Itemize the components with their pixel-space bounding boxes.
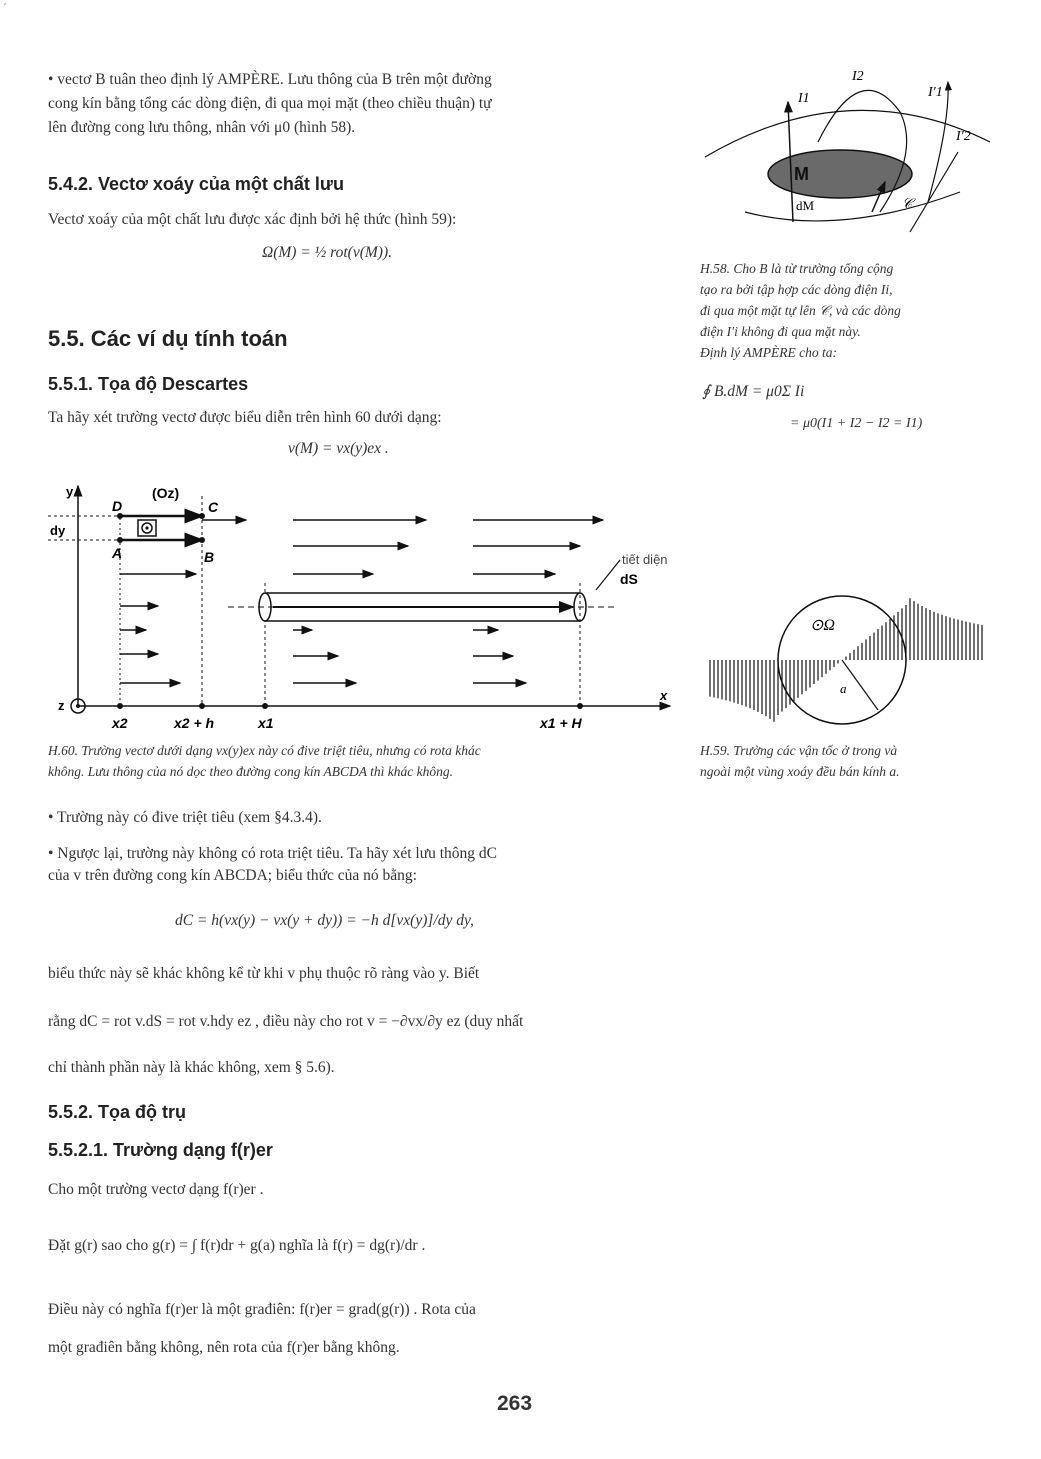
label-z: z: [58, 698, 65, 713]
label-C: C: [208, 499, 219, 515]
label-D: D: [112, 498, 123, 514]
fig59-caption-line-2: ngoài một vùng xoáy đều bán kính a.: [700, 764, 900, 779]
label-tiet-dien: tiết diện: [622, 552, 668, 567]
s5521-p2: Đặt g(r) sao cho g(r) = ∫ f(r)dr + g(a) nghĩa là f(r) = dg(r)/dr .: [48, 1237, 426, 1254]
heading-5-5-1: 5.5.1. Tọa độ Descartes: [48, 374, 249, 394]
label-A: A: [112, 545, 123, 561]
ampere-eq-1: ∮ B.dM = μ0Σ Ii: [702, 383, 805, 400]
label-x1: x1: [258, 715, 274, 731]
fig58-caption-line-4: điện I′i không đi qua mặt này.: [700, 324, 861, 339]
fig59-caption: [700, 740, 1000, 782]
figure-59: [700, 590, 990, 740]
fig58-caption-line-2: tạo ra bởi tập hợp các dòng điện Ii,: [700, 282, 893, 297]
label-I2-prime: I′2: [956, 129, 971, 144]
body-p3: biểu thức này sẽ khác không kể từ khi v phụ thuộc rõ ràng vào y. Biết: [48, 965, 480, 982]
intro-line-2: cong kín bằng tổng các dòng điện, đi qua mọi mặt (theo chiều thuận) tự: [48, 95, 492, 112]
figure-60: [48, 478, 688, 738]
fig60-caption-line-1: H.60. Trường vectơ dưới dạng vx(y)ex này có đive triệt tiêu, nhưng có rota khác: [48, 743, 481, 758]
vorticity-formula: Ω(M) = ½ rot(v(M)).: [262, 244, 392, 261]
s5521-p3: Điều này có nghĩa f(r)er là một građiên: f(r)er = grad(g(r)) . Rota của: [48, 1301, 476, 1318]
label-y: y: [66, 484, 74, 499]
figure-58: [700, 62, 1000, 242]
label-I1: I1: [798, 91, 810, 106]
label-dS: dS: [620, 571, 638, 587]
fig58-caption-line-3: đi qua một mặt tự lên 𝒞, và các dòng: [700, 303, 901, 318]
label-contour-C: 𝒞: [902, 197, 913, 212]
body-p2a: • Ngược lại, trường này không có rota triệt tiêu. Ta hãy xét lưu thông dC: [48, 845, 497, 862]
label-omega: ⊙Ω: [810, 617, 835, 634]
fig60-caption-line-2: không. Lưu thông của nó dọc theo đường cong kín ABCDA thì khác không.: [48, 764, 453, 779]
s5521-p4: một građiên bằng không, nên rota của f(r)er bằng không.: [48, 1339, 400, 1356]
heading-5-5: 5.5. Các ví dụ tính toán: [48, 326, 288, 351]
body-p5: chỉ thành phần này là khác không, xem § 5.6).: [48, 1059, 335, 1076]
label-x2: x2: [112, 715, 128, 731]
label-Oz: (Oz): [152, 485, 180, 501]
heading-5-5-2: 5.5.2. Tọa độ trụ: [48, 1102, 187, 1122]
radius-line: [842, 660, 878, 710]
intro-paragraph: [48, 70, 673, 138]
label-M: M: [794, 164, 809, 184]
page-number: 263: [497, 1392, 533, 1415]
velocity-arrows: [120, 520, 603, 683]
intro-line-1: • vectơ B tuân theo định lý AMPÈRE. Lưu thông của B trên một đường: [48, 71, 492, 88]
body-p4: rằng dC = rot v.dS = rot v.hdy ez , điều này cho rot v = −∂vx/∂y ez (duy nhất: [48, 1013, 524, 1030]
label-x: x: [660, 688, 668, 703]
fig59-caption-line-1: H.59. Trường các vận tốc ở trong và: [700, 743, 898, 758]
fig58-caption-line-5: Định lý AMPÈRE cho ta:: [700, 345, 837, 360]
label-I1-prime: I′1: [928, 85, 943, 100]
label-I2: I2: [852, 69, 864, 84]
s5521-p1: Cho một trường vectơ dạng f(r)er .: [48, 1181, 264, 1198]
corner-mark: ′: [4, 2, 7, 13]
s542-text: Vectơ xoáy của một chất lưu được xác định bởi hệ thức (hình 59):: [48, 211, 457, 228]
fig60-caption: [48, 740, 678, 782]
flux-tube: [228, 593, 616, 621]
heading-5-5-2-1: 5.5.2.1. Trường dạng f(r)er: [48, 1140, 273, 1160]
label-dM: dM: [796, 198, 815, 213]
body-p2b: của v trên đường cong kín ABCDA; biểu thức của nó bằng:: [48, 867, 417, 884]
label-x2-plus-h: x2 + h: [174, 715, 215, 731]
circulation-eq: dC = h(vx(y) − vx(y + dy)) = −h d[vx(y)]/dy dy,: [175, 912, 474, 929]
ampere-eq-2: = μ0(I1 + I2 − I2 = I1): [790, 416, 923, 431]
fig58-caption: [700, 258, 1000, 363]
field-formula: v(M) = vx(y)ex .: [288, 440, 389, 457]
label-a: a: [840, 681, 847, 696]
label-dy: dy: [50, 523, 66, 538]
label-x1-plus-H: x1 + H: [540, 715, 582, 731]
fig58-caption-line-1: H.58. Cho B là từ trường tổng cộng: [700, 261, 894, 276]
label-B: B: [204, 549, 215, 565]
s551-text: Ta hãy xét trường vectơ được biểu diễn trên hình 60 dưới dạng:: [48, 409, 442, 426]
heading-5-4-2: 5.4.2. Vectơ xoáy của một chất lưu: [48, 174, 344, 194]
body-p1: • Trường này có đive triệt tiêu (xem §4.3.4).: [48, 809, 322, 826]
intro-line-3: lên đường cong lưu thông, nhân với μ0 (hình 58).: [48, 119, 356, 136]
